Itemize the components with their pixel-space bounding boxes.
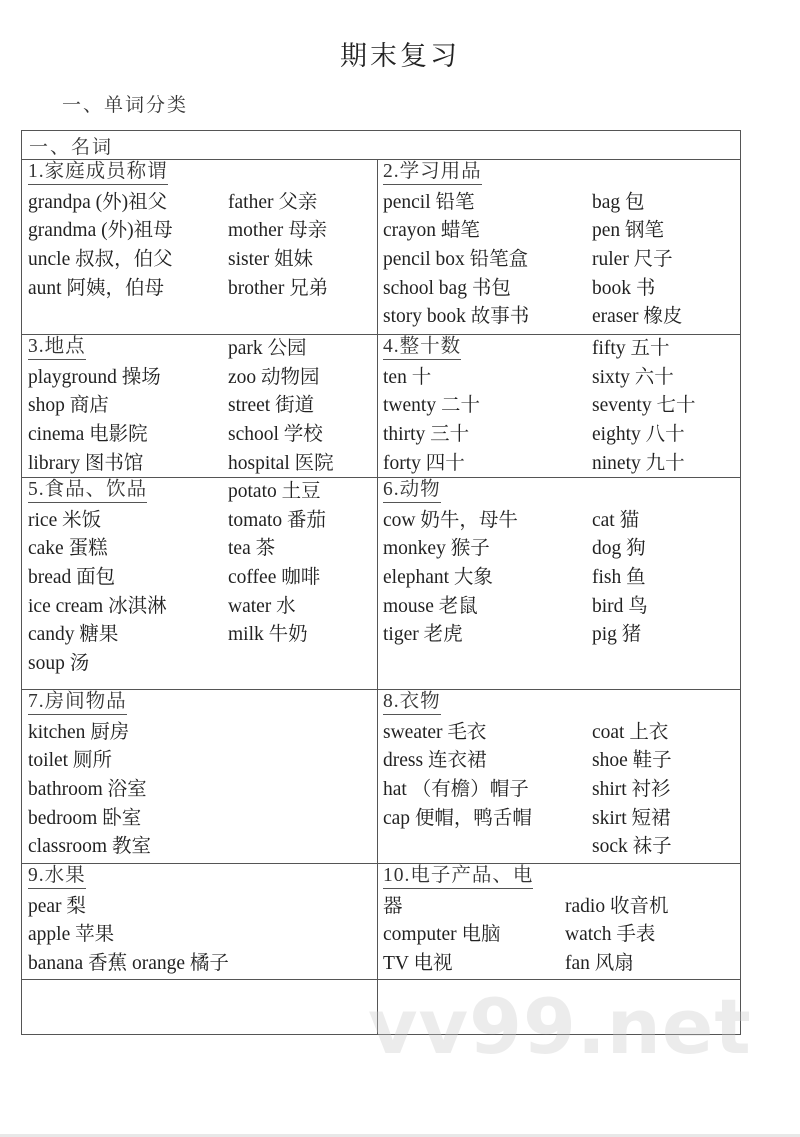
category-title: 6.动物 bbox=[383, 478, 441, 503]
word-column-right bbox=[228, 478, 326, 650]
vocab-entry: candy 糖果 bbox=[28, 624, 119, 646]
word-column-left bbox=[28, 160, 173, 303]
vocab-entry bbox=[592, 690, 672, 719]
vocab-entry: fifty 五十 bbox=[592, 338, 670, 359]
row-divider bbox=[22, 979, 740, 980]
vocab-entry: monkey 猴子 bbox=[383, 538, 490, 560]
category-title: 3.地点 bbox=[28, 335, 86, 360]
vocab-entry: book 书 bbox=[592, 277, 656, 299]
vocab-entry: cow 奶牛，母牛 bbox=[383, 509, 518, 531]
vocab-entry: ruler 尺子 bbox=[592, 249, 673, 271]
vocab-entry: bathroom 浴室 bbox=[28, 779, 147, 801]
vocab-entry bbox=[565, 864, 668, 893]
vocab-entry: pear 梨 bbox=[28, 895, 86, 917]
vocab-entry: school 学校 bbox=[228, 424, 323, 446]
page-title: 期末复习 bbox=[340, 41, 460, 71]
vocab-entry: computer 电脑 bbox=[383, 924, 501, 946]
vocab-entry: 器 bbox=[383, 895, 403, 917]
vocab-entry: tea 茶 bbox=[228, 538, 276, 560]
vocab-entry: pen 钢笔 bbox=[592, 220, 665, 242]
vocab-entry: dog 狗 bbox=[592, 538, 646, 560]
word-column-left bbox=[383, 335, 480, 478]
section-heading: 一、单词分类 bbox=[62, 95, 189, 116]
vocab-entry: eraser 橡皮 bbox=[592, 306, 683, 328]
vocab-entry: mother 母亲 bbox=[228, 220, 328, 242]
category-title: 10.电子产品、电 bbox=[383, 864, 533, 889]
word-column-right bbox=[228, 160, 328, 303]
word-column-left bbox=[28, 690, 151, 862]
vocab-entry: skirt 短裙 bbox=[592, 807, 671, 829]
vocab-entry: bedroom 卧室 bbox=[28, 807, 142, 829]
vocab-entry: classroom 教室 bbox=[28, 836, 151, 858]
vocab-entry: dress 连衣裙 bbox=[383, 750, 487, 772]
vocab-entry: radio 收音机 bbox=[565, 895, 669, 917]
vocab-entry: toilet 厕所 bbox=[28, 750, 112, 772]
vocab-entry: apple 苹果 bbox=[28, 924, 115, 946]
vocab-entry bbox=[592, 160, 682, 189]
vocab-entry: ninety 九十 bbox=[592, 452, 685, 474]
vocab-entry: shop 商店 bbox=[28, 395, 109, 417]
vocab-entry: rice 米饭 bbox=[28, 509, 102, 531]
vocab-entry: bird 鸟 bbox=[592, 595, 648, 617]
vocab-entry: tiger 老虎 bbox=[383, 624, 463, 646]
category-title: 8.衣物 bbox=[383, 690, 441, 715]
vocab-entry: TV 电视 bbox=[383, 953, 453, 975]
vocab-entry: kitchen 厨房 bbox=[28, 721, 130, 743]
vocab-entry: elephant 大象 bbox=[383, 567, 493, 589]
vocab-entry: playground 操场 bbox=[28, 366, 161, 388]
vocabulary-table bbox=[21, 130, 741, 1035]
vocab-entry: coffee 咖啡 bbox=[228, 567, 321, 589]
column-divider bbox=[377, 159, 378, 1034]
vocab-entry: cinema 电影院 bbox=[28, 424, 148, 446]
vocab-entry: bread 面包 bbox=[28, 567, 116, 589]
vocab-entry: ten 十 bbox=[383, 366, 432, 388]
vocab-entry: watch 手表 bbox=[565, 924, 656, 946]
vocab-entry: potato 土豆 bbox=[228, 481, 321, 502]
vocab-entry: bag 包 bbox=[592, 191, 645, 213]
word-column-right bbox=[592, 478, 648, 650]
vocab-entry: banana 香蕉 orange 橘子 bbox=[28, 953, 229, 975]
vocab-entry: uncle 叔叔，伯父 bbox=[28, 249, 173, 271]
vocab-entry: school bag 书包 bbox=[383, 277, 511, 299]
vocab-entry: pig 猪 bbox=[592, 624, 642, 646]
vocab-entry: story book 故事书 bbox=[383, 306, 530, 328]
vocab-entry bbox=[228, 160, 328, 189]
category-title: 2.学习用品 bbox=[383, 160, 482, 185]
vocab-entry: tomato 番茄 bbox=[228, 509, 327, 531]
vocab-entry: cake 蛋糕 bbox=[28, 538, 108, 560]
vocab-entry: street 街道 bbox=[228, 395, 315, 417]
word-column-left bbox=[28, 335, 161, 478]
vocab-entry: father 父亲 bbox=[228, 191, 318, 213]
vocab-entry: pencil 铅笔 bbox=[383, 191, 475, 213]
vocab-entry bbox=[592, 478, 648, 507]
word-column-left bbox=[383, 160, 529, 332]
table-header: 一、名词 bbox=[29, 137, 114, 158]
vocab-entry: water 水 bbox=[228, 595, 296, 617]
vocab-entry: seventy 七十 bbox=[592, 395, 696, 417]
vocab-entry: cap 便帽，鸭舌帽 bbox=[383, 807, 532, 829]
word-column-left bbox=[28, 864, 229, 979]
word-column-right bbox=[592, 690, 672, 862]
vocab-entry: shirt 衬衫 bbox=[592, 779, 671, 801]
vocab-entry: mouse 老鼠 bbox=[383, 595, 478, 617]
word-column-right bbox=[565, 864, 668, 979]
word-column-left bbox=[28, 478, 167, 679]
word-column-left bbox=[383, 864, 533, 979]
vocab-entry: sock 袜子 bbox=[592, 836, 672, 858]
word-column-right bbox=[228, 335, 334, 478]
vocab-entry: soup 汤 bbox=[28, 653, 90, 675]
vocab-entry: eighty 八十 bbox=[592, 424, 685, 446]
vocab-entry: sixty 六十 bbox=[592, 366, 674, 388]
vocab-entry: coat 上衣 bbox=[592, 721, 669, 743]
vocab-entry: park 公园 bbox=[228, 338, 307, 359]
vocab-entry: crayon 蜡笔 bbox=[383, 220, 480, 242]
vocab-entry: fan 风扇 bbox=[565, 953, 634, 975]
vocab-entry: milk 牛奶 bbox=[228, 624, 308, 646]
vocab-entry: sweater 毛衣 bbox=[383, 721, 487, 743]
word-column-right bbox=[592, 335, 695, 478]
vocab-entry: grandpa (外)祖父 bbox=[28, 191, 168, 213]
vocab-entry: brother 兄弟 bbox=[228, 277, 329, 299]
vocab-entry: shoe 鞋子 bbox=[592, 750, 672, 772]
word-column-right bbox=[592, 160, 682, 332]
vocab-entry: zoo 动物园 bbox=[228, 366, 320, 388]
word-column-left bbox=[383, 478, 518, 650]
category-title: 4.整十数 bbox=[383, 335, 461, 360]
vocab-entry: aunt 阿姨，伯母 bbox=[28, 277, 164, 299]
category-title: 5.食品、饮品 bbox=[28, 478, 147, 503]
vocab-entry: grandma (外)祖母 bbox=[28, 220, 173, 242]
watermark: vv99.net bbox=[368, 982, 752, 1071]
vocab-entry: thirty 三十 bbox=[383, 424, 470, 446]
vocab-entry: sister 姐妹 bbox=[228, 249, 314, 271]
vocab-entry: ice cream 冰淇淋 bbox=[28, 595, 167, 617]
vocab-entry: pencil box 铅笔盒 bbox=[383, 249, 529, 271]
word-column-left bbox=[383, 690, 532, 833]
vocab-entry: forty 四十 bbox=[383, 452, 465, 474]
category-title: 1.家庭成员称谓 bbox=[28, 160, 168, 185]
vocab-entry: cat 猫 bbox=[592, 509, 640, 531]
vocab-entry: twenty 二十 bbox=[383, 395, 480, 417]
vocab-entry: library 图书馆 bbox=[28, 452, 144, 474]
vocab-entry: hospital 医院 bbox=[228, 452, 334, 474]
vocab-entry: fish 鱼 bbox=[592, 567, 646, 589]
category-title: 9.水果 bbox=[28, 864, 86, 889]
vocab-entry: hat （有檐）帽子 bbox=[383, 779, 529, 801]
category-title: 7.房间物品 bbox=[28, 690, 127, 715]
